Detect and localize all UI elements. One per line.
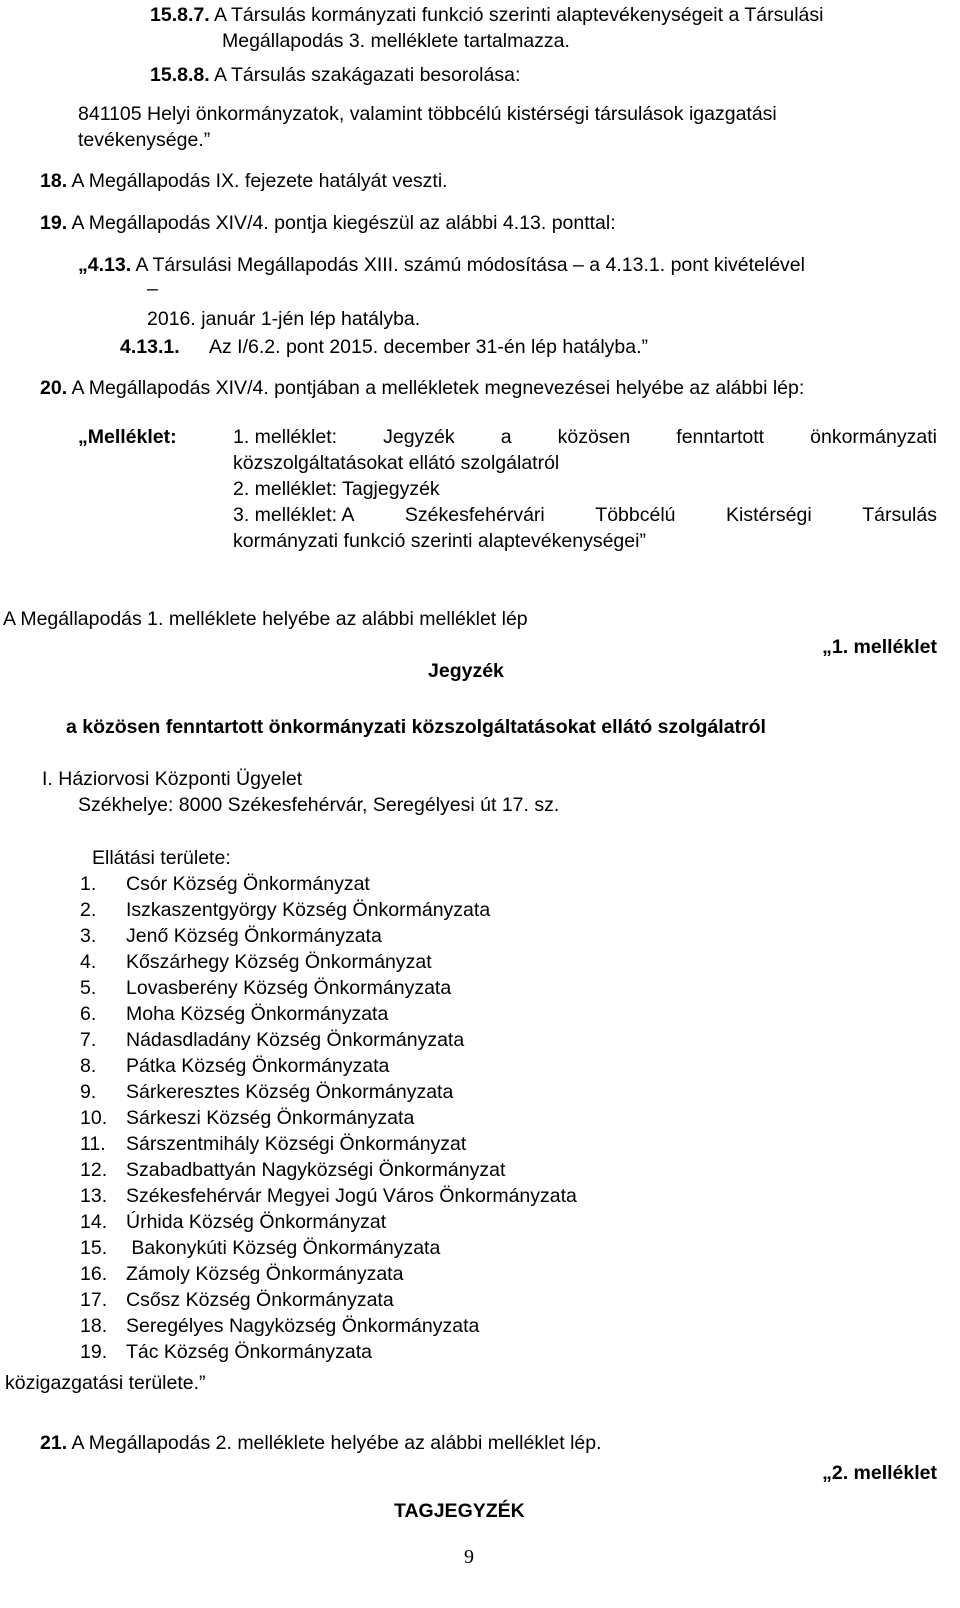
item-text: A Társulás kormányzati funkció szerinti alaptevékenységeit a Társulási (213, 4, 824, 26)
word: Jegyzék (383, 426, 455, 448)
municipality-name: Iszkaszentgyörgy Község Önkormányzata (126, 899, 491, 921)
item-4-13-continuation: 2016. január 1-jén lép hatályba. (147, 308, 421, 330)
item-number: 15.8.8. (150, 64, 210, 86)
item-text: A Társulás szakágazati besorolása: (213, 64, 521, 86)
annex2-label: „2. melléklet (822, 1462, 937, 1484)
municipality-name: Seregélyes Nagyközség Önkormányzata (126, 1315, 480, 1337)
municipality-item (80, 923, 382, 949)
municipality-name: Csősz Község Önkormányzata (126, 1289, 394, 1311)
municipality-name: Úrhida Község Önkormányzat (126, 1211, 387, 1233)
municipality-item (80, 1313, 479, 1339)
municipality-number: 17. (80, 1289, 108, 1311)
municipality-name: Kőszárhegy Község Önkormányzat (126, 951, 432, 973)
municipality-name: Zámoly Község Önkormányzata (126, 1263, 404, 1285)
municipality-name: Jenő Község Önkormányzata (126, 925, 382, 947)
melleklet-line-1 (233, 424, 937, 450)
annex1-closing: közigazgatási területe.” (5, 1372, 206, 1394)
municipality-item (80, 1287, 394, 1313)
annex1-label: „1. melléklet (822, 636, 937, 658)
municipality-number: 5. (80, 977, 97, 999)
page-number: 9 (464, 1546, 474, 1568)
municipality-number: 2. (80, 899, 97, 921)
item-4-13-dash: – (147, 278, 158, 300)
item-text: A Társulási Megállapodás XIII. számú módosítása – a 4.13.1. pont kivételével (135, 254, 805, 276)
item-number: 18. (40, 170, 68, 192)
melleklet-line-2: 2. melléklet: Tagjegyzék (233, 478, 440, 500)
word: Székesfehérvári (404, 504, 545, 526)
item-number: 15.8.7. (150, 4, 210, 26)
municipality-item (80, 1053, 389, 1079)
annex1-seat: Székhelye: 8000 Székesfehérvár, Seregélyesi út 17. sz. (78, 794, 560, 816)
municipality-number: 16. (80, 1263, 108, 1285)
municipality-name: Sárkeszi Község Önkormányzata (126, 1107, 415, 1129)
item-21 (40, 1430, 602, 1456)
municipality-item (80, 1183, 577, 1209)
word: önkormányzati (810, 426, 937, 448)
municipality-name: Szabadbattyán Nagyközségi Önkormányzat (126, 1159, 506, 1181)
word: 1. melléklet: (233, 426, 338, 448)
municipality-name: Székesfehérvár Megyei Jogú Város Önkormányzata (126, 1185, 577, 1207)
municipality-item (80, 1235, 440, 1261)
item-text: A Megállapodás IX. fejezete hatályát veszti. (71, 170, 448, 192)
municipality-number: 12. (80, 1159, 108, 1181)
word: közösen (557, 426, 631, 448)
item-text: A Megállapodás XIV/4. pontja kiegészül az alábbi 4.13. ponttal: (71, 212, 616, 234)
annex1-section: I. Háziorvosi Központi Ügyelet (42, 768, 303, 790)
municipality-name: Csór Község Önkormányzat (126, 873, 370, 895)
item-number: 19. (40, 212, 68, 234)
word: Társulás (862, 504, 937, 526)
municipality-item (80, 1131, 466, 1157)
municipality-item (80, 1105, 414, 1131)
municipality-item (80, 1001, 388, 1027)
word: Többcélú (595, 504, 676, 526)
municipality-number: 19. (80, 1341, 108, 1363)
municipality-number: 14. (80, 1211, 108, 1233)
municipality-number: 18. (80, 1315, 108, 1337)
municipality-name: Sárkeresztes Község Önkormányzata (126, 1081, 454, 1103)
municipality-item (80, 871, 370, 897)
annex2-title: TAGJEGYZÉK (394, 1500, 525, 1522)
item-text: A Megállapodás XIV/4. pontjában a mellékletek megnevezései helyébe az alábbi lép: (71, 377, 805, 399)
municipality-number: 6. (80, 1003, 97, 1025)
municipality-number: 11. (80, 1133, 106, 1155)
item-text: Az I/6.2. pont 2015. december 31-én lép hatályba.” (209, 336, 649, 358)
annex1-intro: A Megállapodás 1. melléklete helyébe az alábbi melléklet lép (3, 608, 528, 630)
municipality-number: 15. (80, 1237, 108, 1259)
municipality-item (80, 1157, 505, 1183)
municipality-item (80, 1209, 386, 1235)
municipality-item (80, 949, 432, 975)
municipality-name: Moha Község Önkormányzata (126, 1003, 389, 1025)
municipality-number: 3. (80, 925, 97, 947)
teaor-code-continuation: tevékenysége.” (78, 129, 211, 151)
municipality-item (80, 1027, 464, 1053)
item-text: A Megállapodás 2. melléklete helyébe az alábbi melléklet lép. (71, 1432, 602, 1454)
melleklet-line-3 (233, 502, 937, 528)
item-number: 4.13.1. (120, 336, 180, 358)
annex1-title: Jegyzék (428, 660, 504, 682)
municipality-number: 7. (80, 1029, 97, 1051)
melleklet-label: „Melléklet: (78, 426, 177, 448)
word: Kistérségi (726, 504, 812, 526)
area-label: Ellátási területe: (92, 847, 231, 869)
word: 3. melléklet: A (233, 504, 355, 526)
municipality-number: 13. (80, 1185, 108, 1207)
annex1-subtitle: a közösen fenntartott önkormányzati közszolgáltatásokat ellátó szolgálatról (66, 716, 766, 738)
municipality-number: 10. (80, 1107, 108, 1129)
municipality-name: Tác Község Önkormányzata (126, 1341, 373, 1363)
municipality-number: 9. (80, 1081, 97, 1103)
item-15-8-8 (150, 62, 520, 88)
municipality-name: Lovasberény Község Önkormányzata (126, 977, 452, 999)
municipality-item (80, 1261, 403, 1287)
item-20 (40, 375, 804, 401)
item-number: 20. (40, 377, 68, 399)
item-4-13-1 (120, 334, 648, 360)
municipality-item (80, 897, 490, 923)
item-18 (40, 168, 448, 194)
item-19 (40, 210, 616, 236)
municipality-name: Bakonykúti Község Önkormányzata (126, 1237, 441, 1259)
municipality-item (80, 1339, 372, 1365)
word: fenntartott (676, 426, 765, 448)
item-4-13 (78, 252, 805, 278)
municipality-number: 8. (80, 1055, 97, 1077)
municipality-number: 1. (80, 873, 97, 895)
melleklet-line-1-continuation: közszolgáltatásokat ellátó szolgálatról (233, 452, 560, 474)
item-15-8-7 (150, 2, 823, 28)
municipality-item (80, 1079, 453, 1105)
item-number: 21. (40, 1432, 68, 1454)
item-15-8-7-continuation: Megállapodás 3. melléklete tartalmazza. (222, 30, 570, 52)
word: a (500, 426, 512, 448)
municipality-item (80, 975, 451, 1001)
item-number: „4.13. (78, 254, 132, 276)
municipality-number: 4. (80, 951, 97, 973)
teaor-code-line: 841105 Helyi önkormányzatok, valamint többcélú kistérségi társulások igazgatási (78, 103, 777, 125)
municipality-name: Sárszentmihály Községi Önkormányzat (126, 1133, 467, 1155)
municipality-name: Pátka Község Önkormányzata (126, 1055, 390, 1077)
melleklet-line-3-continuation: kormányzati funkció szerinti alaptevékenységei” (233, 530, 646, 552)
municipality-name: Nádasdladány Község Önkormányzata (126, 1029, 465, 1051)
